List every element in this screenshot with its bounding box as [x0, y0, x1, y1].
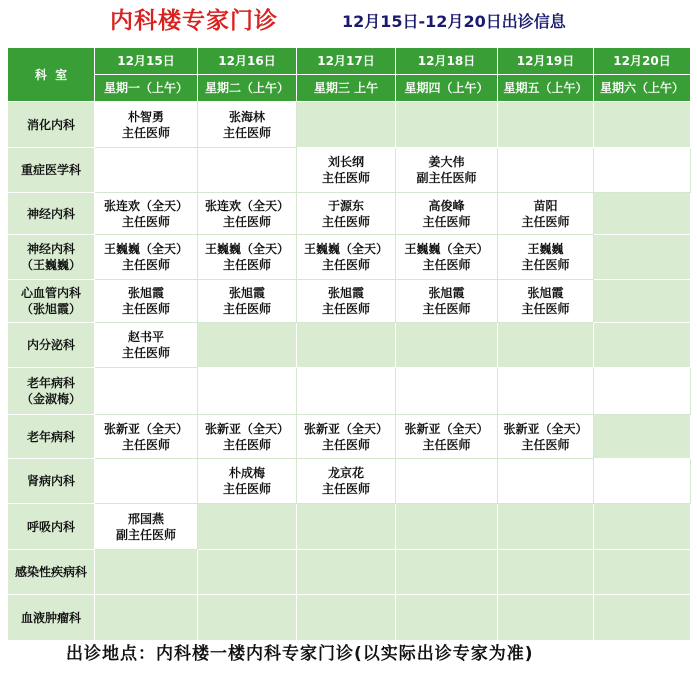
date-header: 12月15日: [95, 48, 198, 75]
table-row: [8, 235, 691, 280]
schedule-cell: [396, 323, 498, 368]
schedule-cell: [498, 415, 594, 459]
schedule-cell: [396, 368, 498, 415]
doctor-title: 主任医师: [222, 214, 271, 229]
dept-name-line: 肾病内科: [26, 474, 75, 488]
weekday-header: 星期一（上午）: [95, 75, 198, 102]
doctor-title: 主任医师: [321, 171, 370, 185]
doctor-name: 张新亚（全天）: [303, 421, 388, 436]
dept-name-line: （张旭霞）: [20, 302, 81, 316]
schedule-cell: [297, 459, 396, 504]
table-row: [8, 504, 691, 550]
schedule-cell: [594, 459, 691, 504]
doctor-name: 王巍巍（全天）: [103, 242, 188, 256]
schedule-cell: [95, 368, 198, 415]
doctor-name: 赵书平: [127, 330, 164, 344]
schedule-cell: [498, 504, 594, 550]
schedule-cell: [594, 504, 691, 550]
doctor-title: 主任医师: [422, 437, 471, 452]
doctor-title: 副主任医师: [416, 171, 477, 185]
doctor-name: 于源东: [327, 198, 364, 213]
schedule-cell: [95, 323, 198, 368]
doctor-title: 主任医师: [121, 346, 170, 360]
doctor-name: 高俊峰: [428, 198, 465, 213]
doctor-name: 张连欢（全天）: [204, 198, 289, 213]
schedule-cell: [198, 235, 297, 280]
doctor-title: 主任医师: [321, 302, 370, 316]
dept-column-header: 科 室: [8, 48, 95, 102]
schedule-cell: [297, 595, 396, 641]
doctor-title: 主任医师: [422, 214, 471, 229]
schedule-cell: [297, 102, 396, 148]
schedule-cell: [95, 459, 198, 504]
table-row: [8, 193, 691, 235]
weekday-header: 星期四（上午）: [396, 75, 498, 102]
dept-name-cell: [8, 459, 95, 504]
schedule-cell: [198, 323, 297, 368]
schedule-cell: [396, 595, 498, 641]
table-row: [8, 550, 691, 595]
doctor-title: 主任医师: [222, 437, 271, 452]
table-row: [8, 102, 691, 148]
schedule-cell: [396, 148, 498, 193]
schedule-cell: [198, 504, 297, 550]
doctor-name: 王巍巍（全天）: [404, 242, 489, 256]
schedule-cell: [297, 415, 396, 459]
doctor-name: 张旭霞: [527, 286, 564, 300]
date-header: 12月16日: [198, 48, 297, 75]
schedule-cell: [594, 323, 691, 368]
schedule-table: [7, 47, 691, 641]
schedule-cell: [498, 148, 594, 193]
dept-name-line: 心血管内科: [20, 286, 81, 300]
schedule-cell: [297, 148, 396, 193]
dept-name-cell: [8, 102, 95, 148]
schedule-cell: [594, 102, 691, 148]
dept-name-cell: [8, 595, 95, 641]
schedule-cell: [95, 415, 198, 459]
schedule-cell: [95, 193, 198, 235]
schedule-cell: [198, 193, 297, 235]
dept-name-line: 血液肿瘤科: [20, 610, 81, 625]
doctor-title: 主任医师: [121, 214, 170, 229]
doctor-name: 朴成梅: [228, 466, 265, 480]
schedule-cell: [297, 550, 396, 595]
doctor-name: 朴智勇: [127, 109, 164, 124]
schedule-cell: [95, 102, 198, 148]
doctor-title: 主任医师: [321, 214, 370, 229]
dept-name-cell: [8, 323, 95, 368]
schedule-cell: [396, 235, 498, 280]
schedule-cell: [594, 550, 691, 595]
dept-name-cell: [8, 368, 95, 415]
dept-name-line: 消化内科: [26, 117, 75, 132]
doctor-title: 主任医师: [521, 437, 570, 452]
schedule-cell: [594, 368, 691, 415]
schedule-cell: [198, 595, 297, 641]
doctor-title: 主任医师: [222, 302, 271, 316]
dept-name-cell: [8, 193, 95, 235]
schedule-cell: [95, 595, 198, 641]
doctor-title: 主任医师: [121, 302, 170, 316]
doctor-name: 姜大伟: [428, 155, 465, 169]
table-row: [8, 280, 691, 323]
weekday-header: 星期五（上午）: [498, 75, 594, 102]
schedule-cell: [198, 148, 297, 193]
schedule-cell: [198, 415, 297, 459]
doctor-name: 张旭霞: [327, 286, 364, 300]
doctor-name: 刘长纲: [327, 155, 364, 169]
doctor-title: 主任医师: [422, 258, 471, 272]
doctor-title: 主任医师: [521, 214, 570, 229]
date-header: 12月20日: [594, 48, 691, 75]
doctor-name: 王巍巍: [527, 242, 564, 256]
schedule-cell: [594, 193, 691, 235]
schedule-cell: [198, 459, 297, 504]
doctor-name: 张新亚（全天）: [204, 421, 289, 436]
dept-name-line: （王巍巍）: [20, 258, 81, 272]
schedule-cell: [498, 193, 594, 235]
schedule-cell: [396, 504, 498, 550]
doctor-name: 张旭霞: [228, 286, 265, 300]
dept-name-cell: [8, 504, 95, 550]
doctor-name: 张旭霞: [428, 286, 465, 300]
doctor-title: 副主任医师: [115, 527, 176, 542]
doctor-title: 主任医师: [121, 437, 170, 452]
schedule-cell: [297, 368, 396, 415]
page-subtitle: 12月15日-12月20日出诊信息: [342, 12, 566, 31]
dept-name-cell: [8, 550, 95, 595]
doctor-name: 张新亚（全天）: [503, 421, 588, 436]
schedule-cell: [396, 415, 498, 459]
schedule-cell: [198, 368, 297, 415]
table-row: [8, 595, 691, 641]
schedule-cell: [396, 459, 498, 504]
doctor-title: 主任医师: [321, 482, 370, 496]
schedule-cell: [498, 280, 594, 323]
dept-name-cell: [8, 148, 95, 193]
schedule-cell: [95, 550, 198, 595]
schedule-cell: [95, 148, 198, 193]
schedule-cell: [297, 193, 396, 235]
date-header: 12月19日: [498, 48, 594, 75]
schedule-cell: [95, 235, 198, 280]
schedule-cell: [498, 323, 594, 368]
table-row: [8, 148, 691, 193]
doctor-title: 主任医师: [222, 258, 271, 272]
doctor-name: 王巍巍（全天）: [204, 242, 289, 256]
schedule-cell: [498, 550, 594, 595]
schedule-cell: [297, 323, 396, 368]
dept-name-line: 重症医学科: [20, 163, 81, 177]
dept-name-cell: [8, 415, 95, 459]
schedule-cell: [498, 459, 594, 504]
schedule-cell: [297, 280, 396, 323]
doctor-name: 龙京花: [327, 466, 364, 480]
schedule-cell: [198, 550, 297, 595]
schedule-cell: [498, 368, 594, 415]
schedule-cell: [396, 193, 498, 235]
schedule-cell: [594, 280, 691, 323]
doctor-name: 张海林: [228, 109, 265, 124]
doctor-title: 主任医师: [321, 437, 370, 452]
dept-name-line: 神经内科: [26, 206, 75, 221]
schedule-cell: [498, 102, 594, 148]
doctor-title: 主任医师: [121, 258, 170, 272]
schedule-cell: [594, 595, 691, 641]
footer-note: 出诊地点：内科楼一楼内科专家门诊(以实际出诊专家为准): [66, 644, 534, 664]
weekday-header: 星期三 上午: [297, 75, 396, 102]
schedule-cell: [498, 235, 594, 280]
dept-name-line: （金淑梅）: [20, 392, 81, 406]
schedule-cell: [95, 504, 198, 550]
schedule-cell: [297, 504, 396, 550]
doctor-name: 张新亚（全天）: [103, 421, 188, 436]
table-row: [8, 459, 691, 504]
schedule-cell: [594, 235, 691, 280]
page-title: 内科楼专家门诊: [110, 8, 278, 34]
doctor-title: 主任医师: [222, 482, 271, 496]
doctor-name: 张连欢（全天）: [103, 198, 188, 213]
dept-name-line: 老年病科: [26, 429, 75, 444]
dept-name-line: 内分泌科: [26, 338, 75, 352]
doctor-title: 主任医师: [121, 125, 170, 140]
doctor-title: 主任医师: [422, 302, 471, 316]
schedule-cell: [297, 235, 396, 280]
table-row: [8, 415, 691, 459]
doctor-name: 王巍巍（全天）: [303, 242, 388, 256]
doctor-name: 邢国燕: [127, 511, 164, 526]
schedule-cell: [95, 280, 198, 323]
dept-name-line: 感染性疾病科: [14, 565, 87, 579]
weekday-header: 星期六（上午）: [594, 75, 691, 102]
doctor-name: 张旭霞: [127, 286, 164, 300]
dept-name-line: 神经内科: [26, 242, 75, 256]
dept-name-line: 老年病科: [26, 376, 75, 390]
dept-name-cell: [8, 280, 95, 323]
date-header: 12月18日: [396, 48, 498, 75]
dept-name-cell: [8, 235, 95, 280]
doctor-title: 主任医师: [222, 125, 271, 140]
table-row: [8, 323, 691, 368]
schedule-cell: [594, 415, 691, 459]
schedule-cell: [396, 280, 498, 323]
schedule-cell: [396, 102, 498, 148]
date-header: 12月17日: [297, 48, 396, 75]
schedule-cell: [198, 280, 297, 323]
schedule-cell: [198, 102, 297, 148]
doctor-name: 苗阳: [533, 198, 558, 213]
schedule-cell: [498, 595, 594, 641]
doctor-title: 主任医师: [521, 258, 570, 272]
weekday-header: 星期二（上午）: [198, 75, 297, 102]
schedule-cell: [594, 148, 691, 193]
table-row: [8, 368, 691, 415]
dept-name-line: 呼吸内科: [26, 519, 75, 534]
doctor-title: 主任医师: [321, 258, 370, 272]
schedule-cell: [396, 550, 498, 595]
doctor-title: 主任医师: [521, 302, 570, 316]
doctor-name: 张新亚（全天）: [404, 421, 489, 436]
